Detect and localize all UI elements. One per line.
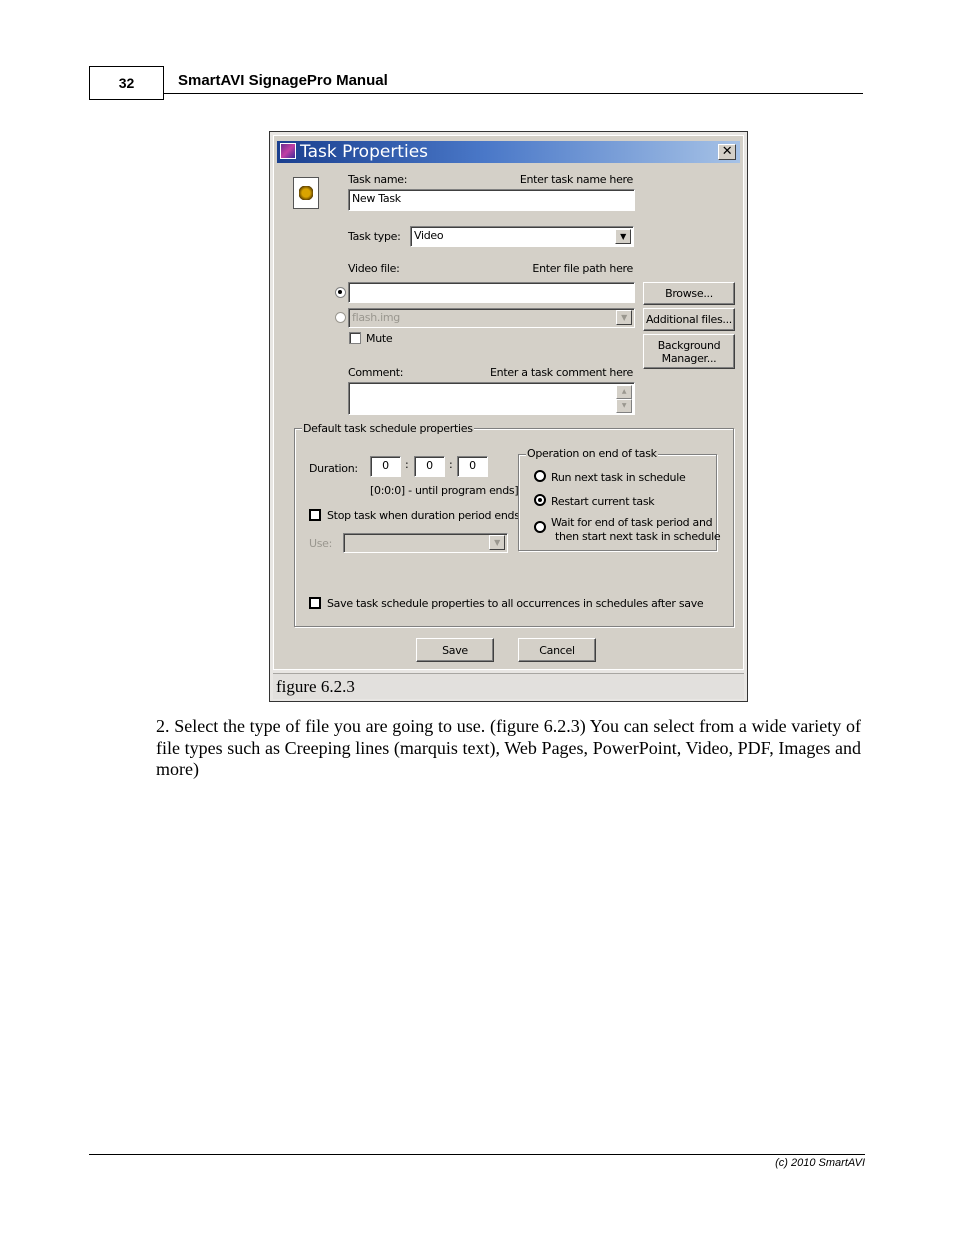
figure-frame xyxy=(269,131,748,702)
app-icon xyxy=(280,143,296,159)
footer-copyright: (c) 2010 SmartAVI xyxy=(775,1157,865,1169)
save-button[interactable]: Save xyxy=(416,638,494,662)
background-manager-label-2: Manager... xyxy=(661,351,717,365)
use-select[interactable] xyxy=(343,533,508,553)
comment-hint: Enter a task comment here xyxy=(490,366,633,379)
figure-caption: figure 6.2.3 xyxy=(276,677,355,696)
op-wait-radio[interactable] xyxy=(534,521,546,533)
save-props-label: Save task schedule properties to all occurrences in schedules after save xyxy=(327,597,704,610)
op-restart-radio[interactable] xyxy=(534,494,546,506)
task-type-label: Task type: xyxy=(348,230,401,243)
background-manager-button[interactable] xyxy=(643,334,735,369)
flash-file-radio[interactable] xyxy=(335,312,346,323)
duration-hours-input[interactable]: 0 xyxy=(370,456,401,477)
save-props-checkbox[interactable] xyxy=(309,597,321,609)
video-file-path-radio[interactable] xyxy=(335,287,346,298)
additional-files-button[interactable]: Additional files... xyxy=(643,308,735,331)
task-name-label: Task name: xyxy=(348,173,408,186)
scroll-down-icon[interactable]: ▼ xyxy=(616,399,632,413)
footer-rule xyxy=(89,1154,865,1155)
mute-checkbox[interactable] xyxy=(349,332,361,344)
chevron-down-icon[interactable]: ▼ xyxy=(489,535,505,550)
header-rule xyxy=(164,93,863,94)
duration-separator-2: : xyxy=(449,458,453,471)
task-properties-dialog xyxy=(273,135,744,670)
operation-group-title: Operation on end of task xyxy=(527,447,657,460)
schedule-group-title: Default task schedule properties xyxy=(303,422,473,435)
video-file-label: Video file: xyxy=(348,262,400,275)
task-name-input[interactable]: New Task xyxy=(348,189,635,211)
dialog-titlebar[interactable] xyxy=(277,141,740,163)
op-run-next-radio[interactable] xyxy=(534,470,546,482)
flash-file-select[interactable] xyxy=(348,308,635,328)
scroll-up-icon[interactable]: ▲ xyxy=(616,385,632,399)
duration-seconds-input[interactable]: 0 xyxy=(457,456,488,477)
cancel-button[interactable]: Cancel xyxy=(518,638,596,662)
chevron-down-icon[interactable]: ▼ xyxy=(615,229,631,244)
duration-label: Duration: xyxy=(309,462,358,475)
flash-file-value: flash.img xyxy=(352,311,400,324)
stop-task-checkbox[interactable] xyxy=(309,509,321,521)
task-name-hint: Enter task name here xyxy=(519,173,633,186)
background-manager-label-1: Background xyxy=(657,338,721,352)
op-wait-label-1: Wait for end of task period and xyxy=(551,516,713,529)
duration-minutes-input[interactable]: 0 xyxy=(414,456,445,477)
op-restart-label: Restart current task xyxy=(551,495,655,508)
close-button[interactable] xyxy=(718,144,736,160)
body-paragraph: 2. Select the type of file you are going to use. (figure 6.2.3) You can select from a wide variety of file types such as Creeping lines (marquis text), Web Pages, PowerPoint, Video, PDF, Images and more) xyxy=(156,716,861,779)
chevron-down-icon[interactable]: ▼ xyxy=(616,310,632,325)
video-file-hint: Enter file path here xyxy=(532,262,633,275)
op-wait-label-2: then start next task in schedule xyxy=(555,530,721,543)
mute-label: Mute xyxy=(366,332,393,345)
close-icon: ✕ xyxy=(721,144,733,159)
use-label: Use: xyxy=(309,537,333,550)
figure-caption-bar xyxy=(273,673,744,699)
duration-note: [0:0:0] - until program ends] xyxy=(370,484,519,497)
task-type-value: Video xyxy=(414,229,444,242)
manual-title: SmartAVI SignagePro Manual xyxy=(178,72,388,89)
browse-button[interactable]: Browse... xyxy=(643,282,735,305)
duration-separator-1: : xyxy=(405,458,409,471)
comment-label: Comment: xyxy=(348,366,404,379)
comment-textarea[interactable] xyxy=(348,382,635,415)
task-file-icon xyxy=(293,177,319,209)
dialog-title: Task Properties xyxy=(300,142,429,162)
page-number: 32 xyxy=(89,66,164,100)
task-type-select[interactable] xyxy=(410,226,634,247)
stop-task-label: Stop task when duration period ends xyxy=(327,509,520,522)
op-run-next-label: Run next task in schedule xyxy=(551,471,686,484)
video-file-input[interactable] xyxy=(348,282,635,303)
